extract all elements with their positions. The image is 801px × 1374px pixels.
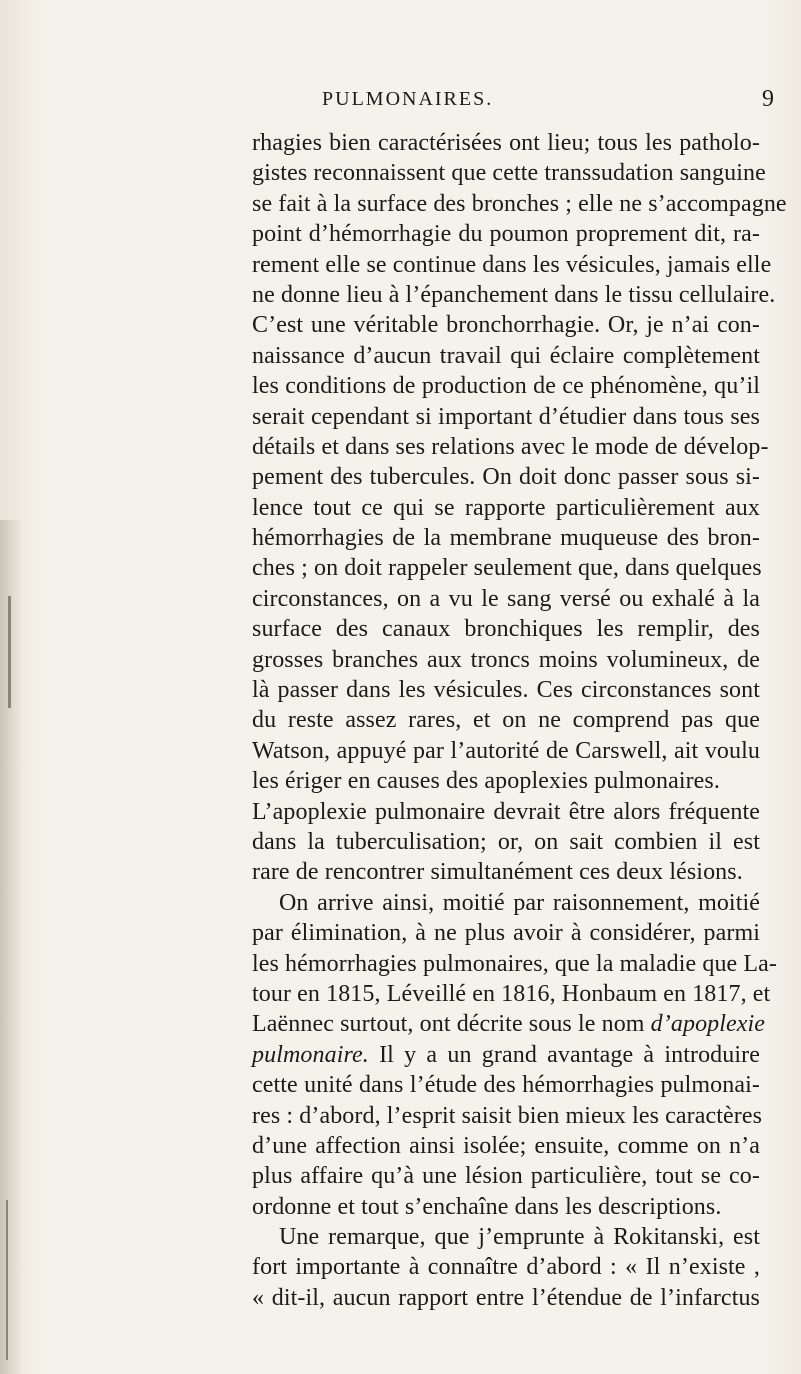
text-line: rare de rencontrer simultanément ces deux lésions. bbox=[252, 859, 743, 886]
text-line: plus affaire qu’à une lésion particulière, tout se co- bbox=[252, 1163, 760, 1190]
text-line: serait cependant si important d’étudier dans tous ses bbox=[252, 403, 760, 430]
text-line: là passer dans les vésicules. Ces circonstances sont bbox=[252, 677, 760, 704]
text-line: res : d’abord, l’esprit saisit bien mieux les caractères bbox=[252, 1102, 763, 1129]
text-line: grosses branches aux troncs moins volumineux, de bbox=[252, 646, 760, 673]
text-line: rement elle se continue dans les vésicules, jamais elle bbox=[252, 251, 772, 278]
text-line: Watson, appuyé par l’autorité de Carswell, ait voulu bbox=[252, 737, 760, 764]
text-run: Laënnec surtout, ont décrite sous le nom bbox=[252, 1011, 651, 1038]
margin-rule-upper bbox=[8, 596, 11, 708]
text-line: Une remarque, que j’emprunte à Rokitanski, est bbox=[279, 1224, 760, 1251]
text-line: hémorrhagies de la membrane muqueuse des bron- bbox=[252, 525, 760, 552]
text-line: pement des tubercules. On doit donc passer sous si- bbox=[252, 464, 760, 491]
text-line: ches ; on doit rappeler seulement que, dans quelques bbox=[252, 555, 762, 582]
margin-rule-lower bbox=[6, 1200, 8, 1360]
text-line: d’une affection ainsi isolée; ensuite, comme on n’a bbox=[252, 1132, 760, 1159]
text-line: On arrive ainsi, moitié par raisonnement, moitié bbox=[279, 889, 760, 916]
text-line: ordonne et tout s’enchaîne dans les descriptions. bbox=[252, 1193, 722, 1220]
text-line: dans la tuberculisation; or, on sait combien il est bbox=[252, 828, 760, 855]
text-line bbox=[252, 1009, 766, 1039]
text-line: tour en 1815, Léveillé en 1816, Honbaum en 1817, et bbox=[252, 980, 771, 1007]
italic-term: d’apoplexie bbox=[650, 1011, 766, 1038]
text-line: se fait à la surface des bronches ; elle ne s’accompagne bbox=[252, 190, 787, 217]
text-run: Il y a un grand avantage à introduire bbox=[368, 1041, 760, 1068]
binding-shadow bbox=[0, 520, 22, 1374]
text-line: rhagies bien caractérisées ont lieu; tous les patholo- bbox=[252, 130, 760, 156]
text-line: les ériger en causes des apoplexies pulmonaires. bbox=[252, 768, 720, 795]
text-line: « dit-il, aucun rapport entre l’étendue de l’infarctus bbox=[252, 1284, 760, 1311]
text-line: circonstances, on a vu le sang versé ou exhalé à la bbox=[252, 585, 760, 612]
text-line: C’est une véritable bronchorrhagie. Or, je n’ai con- bbox=[252, 312, 760, 339]
italic-term: pulmonaire. bbox=[252, 1041, 369, 1068]
text-line: du reste assez rares, et on ne comprend pas que bbox=[252, 707, 760, 734]
text-line: surface des canaux bronchiques les remplir, des bbox=[252, 616, 760, 643]
page-number: 9 bbox=[762, 86, 774, 112]
text-line: ne donne lieu à l’épanchement dans le tissu cellulaire. bbox=[252, 281, 776, 308]
text-line: gistes reconnaissent que cette transsudation sanguine bbox=[252, 160, 766, 187]
body-text bbox=[252, 128, 787, 1313]
text-line: cette unité dans l’étude des hémorrhagies pulmonai- bbox=[252, 1072, 760, 1099]
text-line: les conditions de production de ce phénomène, qu’il bbox=[252, 373, 760, 400]
text-line: par élimination, à ne plus avoir à considérer, parmi bbox=[252, 920, 760, 947]
text-line: L’apoplexie pulmonaire devrait être alors fréquente bbox=[252, 798, 760, 825]
text-line: lence tout ce qui se rapporte particulièrement aux bbox=[252, 494, 760, 521]
running-head-title: PULMONAIRES. bbox=[322, 88, 494, 110]
text-line: point d’hémorrhagie du poumon proprement dit, ra- bbox=[252, 221, 760, 248]
text-line: fort importante à connaître d’abord : « Il n’existe , bbox=[252, 1254, 760, 1281]
text-line: détails et dans ses relations avec le mode de dévelop- bbox=[252, 433, 769, 460]
text-line: les hémorrhagies pulmonaires, que la maladie que La- bbox=[252, 950, 778, 977]
text-line: naissance d’aucun travail qui éclaire complètement bbox=[252, 342, 760, 369]
running-head bbox=[0, 88, 801, 118]
text-line bbox=[252, 1040, 760, 1070]
